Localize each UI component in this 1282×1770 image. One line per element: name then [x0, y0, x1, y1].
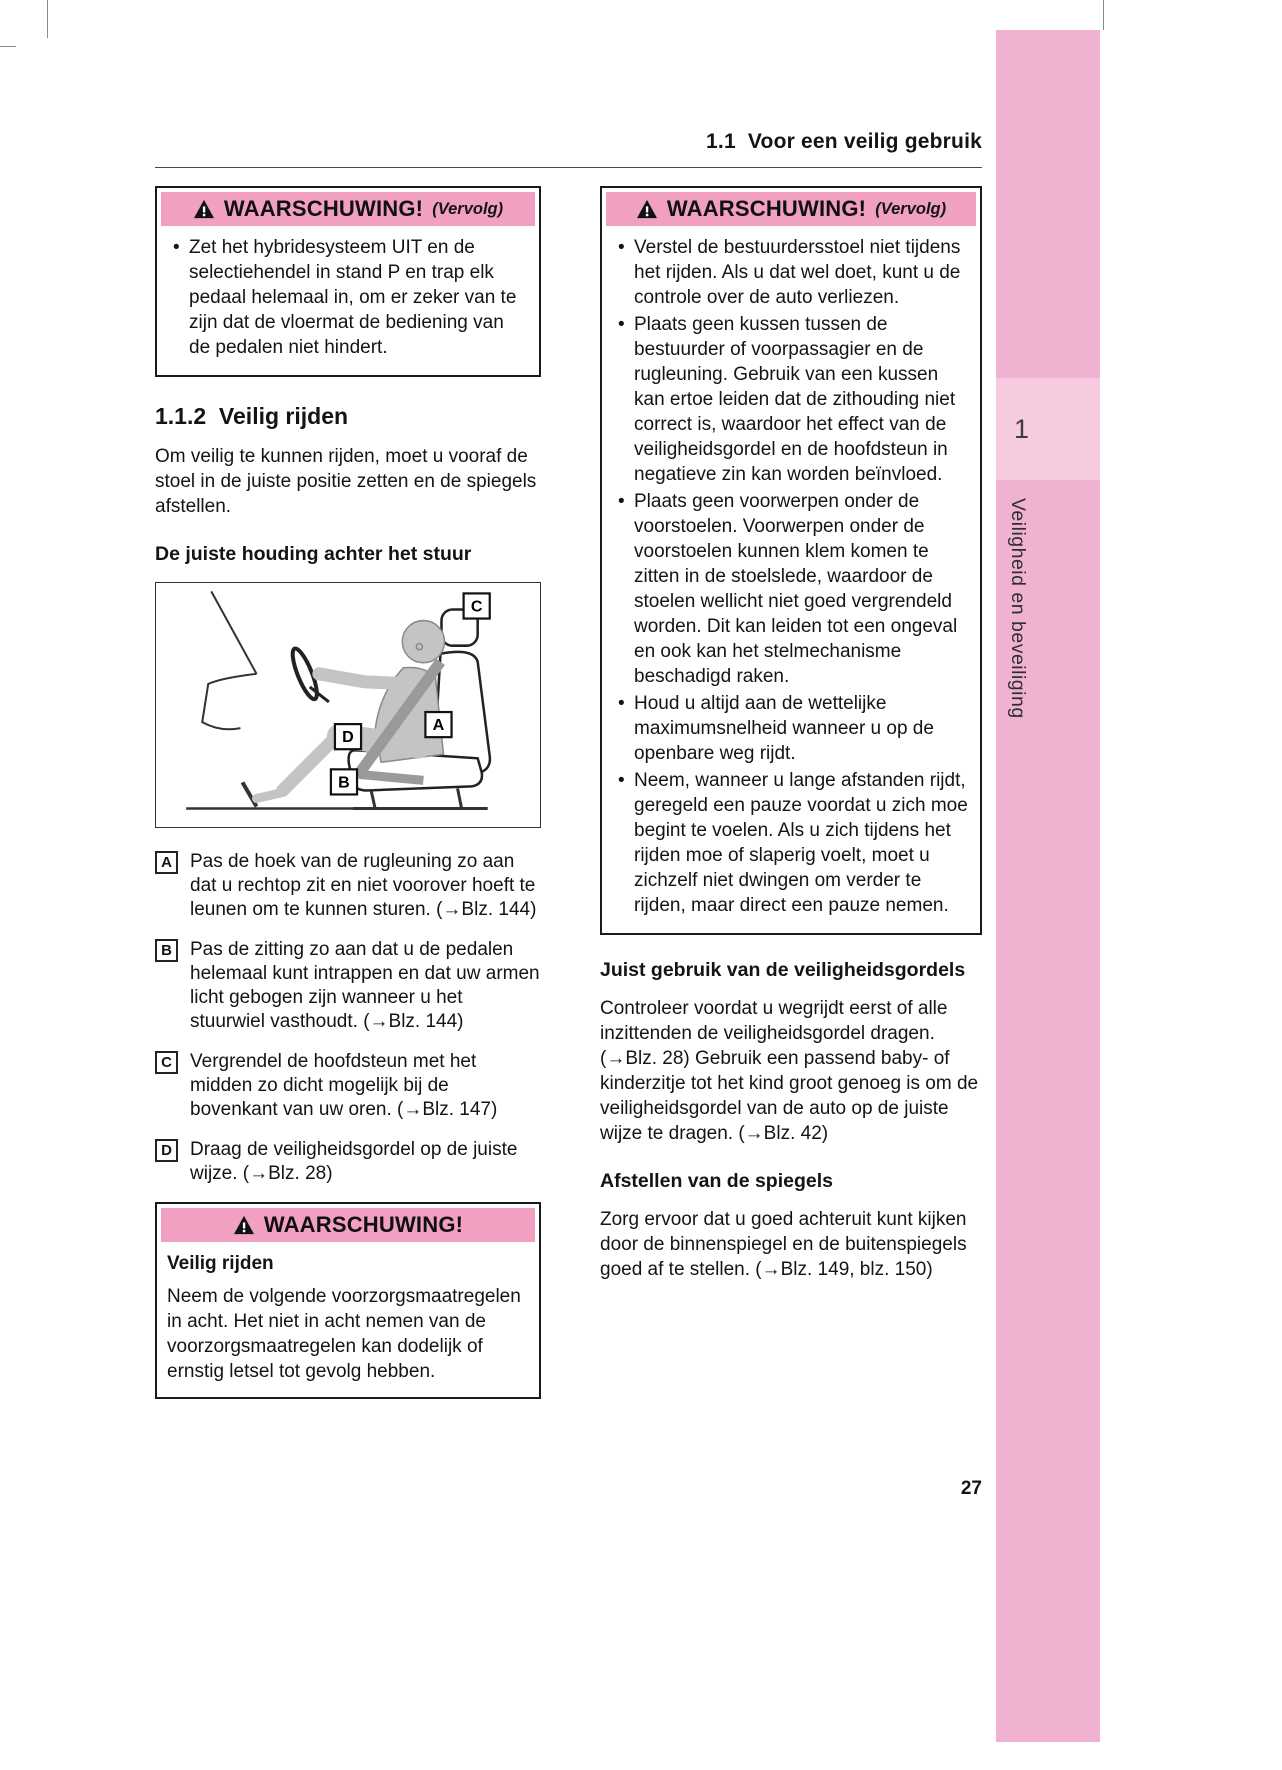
warning-body: [161, 1242, 535, 1393]
warning-suffix: (Vervolg): [875, 199, 947, 218]
warning-icon: [233, 1215, 255, 1235]
list-item-b: [155, 938, 541, 1034]
warning-box-continued-left: [155, 186, 541, 377]
warning-bullet-list: [606, 226, 976, 929]
warning-bullet: • Houd u altijd aan de wettelijke maximumsnelheid wanneer u op de openbare weg rijdt.: [612, 691, 968, 766]
page-section-header: 1.1 Voor een veilig gebruik: [706, 130, 982, 153]
list-item-a: [155, 850, 541, 922]
list-item-c: [155, 1050, 541, 1122]
warning-band: [161, 1208, 535, 1242]
warning-bullet: • Zet het hybridesysteem UIT en de selectiehendel in stand P en trap elk pedaal helemaal in, om er zeker van te zijn dat de vloermat de bediening van de pedalen niet hindert.: [167, 235, 527, 360]
svg-text:D: D: [342, 728, 354, 747]
warning-title: WAARSCHUWING!: [263, 1212, 464, 1237]
header-rule: [155, 167, 982, 168]
list-marker-c: C: [155, 1051, 178, 1074]
crop-mark-top-left-vertical: [47, 0, 48, 38]
page-number: 27: [960, 1478, 982, 1499]
warning-title: WAARSCHUWING!: [223, 196, 424, 221]
section-heading: 1.1.2 Veilig rijden: [155, 403, 349, 429]
crop-mark-left-horizontal: [0, 46, 16, 47]
warning-bullet: • Verstel de bestuurdersstoel niet tijdens het rijden. Als u dat wel doet, kunt u de controle over de auto verliezen.: [612, 235, 968, 310]
seat-adjust-list: [155, 850, 541, 1186]
seat-diagram-svg: [156, 583, 540, 827]
list-marker-a: A: [155, 851, 178, 874]
warning-icon: [636, 199, 658, 219]
belts-paragraph: Controleer voordat u wegrijdt eerst of alle inzittenden de veiligheidsgordel dragen. (→Blz. 28) Gebruik een passend baby- of kinderzitje tot het kind groot genoeg is om de veiligheidsgordel van de auto op de juiste wijze te dragen. (→Blz. 42): [600, 998, 979, 1144]
svg-text:A: A: [432, 716, 445, 735]
warning-suffix: (Vervolg): [432, 199, 504, 218]
list-marker-d: D: [155, 1139, 178, 1162]
list-text-c: Vergrendel de hoofdsteun met het midden zo dicht mogelijk bij de bovenkant van uw oren. (→Blz. 147): [190, 1051, 498, 1120]
seat-position-figure: [155, 582, 541, 828]
subheading-belts: Juist gebruik van de veiligheidsgordels: [600, 959, 966, 981]
list-text-d: Draag de veiligheidsgordel op de juiste wijze. (→Blz. 28): [190, 1139, 518, 1184]
svg-text:C: C: [470, 597, 483, 616]
warning-subtitle: Veilig rijden: [167, 1253, 274, 1274]
figure-label-d: [335, 724, 361, 749]
chapter-tab: [996, 378, 1100, 480]
chapter-title-vertical: Veiligheid en beveiliging: [1007, 498, 1029, 719]
warning-text: Neem de volgende voorzorgsmaatregelen in acht. Het niet in acht nemen van de voorzorgsmaatregelen kan dodelijk of ernstig letsel tot gevolg hebben.: [167, 1286, 521, 1382]
warning-icon: [193, 199, 215, 219]
list-marker-b: B: [155, 939, 178, 962]
chapter-sidebar: [996, 30, 1100, 1742]
warning-band: [606, 192, 976, 226]
left-column: [155, 186, 541, 1399]
figure-label-c: [464, 593, 490, 618]
crop-mark-top-right-vertical: [1103, 0, 1104, 30]
warning-band: [161, 192, 535, 226]
warning-bullet: • Plaats geen kussen tussen de bestuurder of voorpassagier en de rugleuning. Gebruik van een kussen kan ertoe leiden dat de zithouding niet correct is, waardoor het effect van de veiligheidsgordel en de hoofdsteun in negatieve zin kan worden beïnvloed.: [612, 312, 968, 487]
list-text-b: Pas de zitting zo aan dat u de pedalen helemaal kunt intrappen en dat uw armen licht gebogen zijn wanneer u het stuurwiel vasthoudt. (→Blz. 144): [190, 939, 540, 1032]
warning-bullet: • Plaats geen voorwerpen onder de voorstoelen. Voorwerpen onder de voorstoelen kunnen klem komen te zitten in de stoelslede, waardoor de stoelen wellicht niet goed vergrendeld worden. Dit kan leiden tot een ongeval en ook kan het stelmechanisme beschadigd raken.: [612, 489, 968, 689]
warning-box-continued-right: [600, 186, 982, 935]
chapter-number: 1: [1014, 413, 1030, 444]
intro-paragraph: Om veilig te kunnen rijden, moet u vooraf de stoel in de juiste positie zetten en de spiegels afstellen.: [155, 446, 537, 517]
subheading-mirrors: Afstellen van de spiegels: [600, 1170, 834, 1192]
mirrors-paragraph: Zorg ervoor dat u goed achteruit kunt kijken door de binnenspiegel en de buitenspiegels goed af te stellen. (→Blz. 149, blz. 150): [600, 1209, 967, 1280]
warning-bullet-list: [161, 226, 535, 371]
list-text-a: Pas de hoek van de rugleuning zo aan dat u rechtop zit en niet voorover hoeft te leunen om te kunnen sturen. (→Blz. 144): [190, 851, 537, 920]
svg-text:B: B: [338, 773, 350, 792]
warning-box-safe-driving: [155, 1202, 541, 1399]
right-column: [600, 186, 982, 1282]
warning-bullet: • Neem, wanneer u lange afstanden rijdt, geregeld een pauze voordat u zich moe begint te voelen. Als u zich tijdens het rijden moe of slaperig voelt, moet u zichzelf niet dwingen om verder te rijden, maar direct een pauze nemen.: [612, 768, 968, 918]
list-item-d: [155, 1138, 541, 1186]
figure-label-a: [425, 712, 451, 737]
subheading-posture: De juiste houding achter het stuur: [155, 543, 472, 565]
warning-title: WAARSCHUWING!: [666, 196, 867, 221]
figure-label-b: [331, 769, 357, 794]
